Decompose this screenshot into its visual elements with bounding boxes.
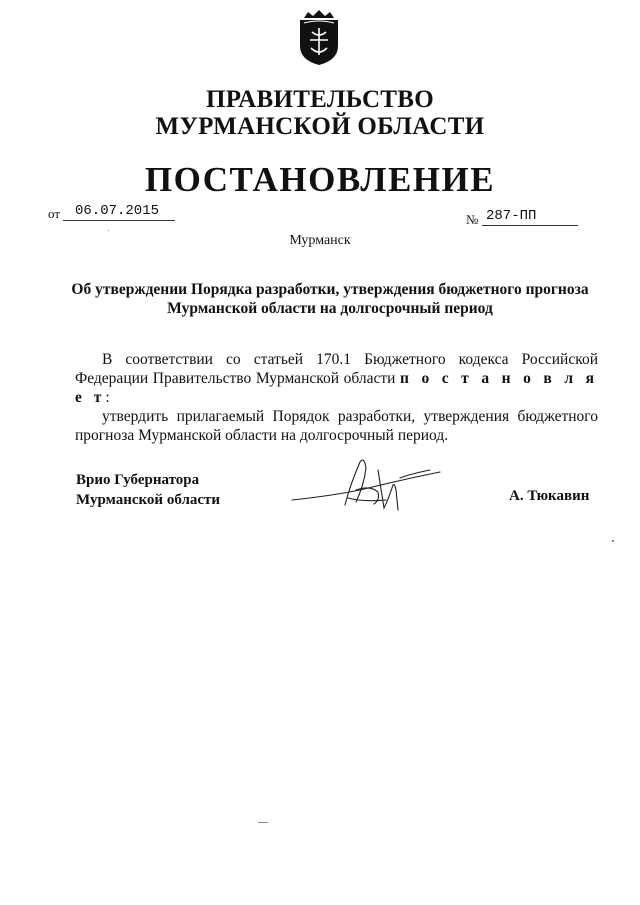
- scan-speck: [258, 822, 268, 823]
- authority-line-2: МУРМАНСКОЙ ОБЛАСТИ: [155, 113, 485, 140]
- body-paragraph-2: утвердить прилагаемый Порядок разработки, утверждения бюджетного прогноза Мурманской области на долгосрочный период.: [75, 408, 598, 444]
- signatory-position: [76, 470, 220, 510]
- coat-of-arms-emblem: [296, 10, 342, 66]
- document-number: 287-ПП: [482, 209, 578, 226]
- number-prefix: №: [466, 212, 479, 227]
- date-prefix: от: [48, 206, 61, 221]
- document-body: [75, 350, 598, 445]
- handwritten-signature: [290, 450, 450, 520]
- document-date: 06.07.2015: [63, 204, 175, 221]
- scan-speck: [612, 540, 614, 542]
- document-type-title: ПОСТАНОВЛЕНИЕ: [144, 160, 496, 199]
- scan-speck: [108, 230, 109, 231]
- authority-line-1: ПРАВИТЕЛЬСТВО: [206, 86, 434, 113]
- body-paragraph-1: [75, 350, 598, 407]
- signer-name: А. Тюкавин: [509, 488, 590, 504]
- resolution-verb: п о с т а н о в л я е т: [75, 370, 598, 406]
- body-paragraph-1-text: В соответствии со статьей 170.1 Бюджетного кодекса Российской Федерации Правительство Мурманской области: [75, 351, 598, 387]
- city-name: Мурманск: [289, 233, 351, 248]
- signatory-position-line-2: Мурманской области: [76, 492, 221, 508]
- body-paragraph-1-end: :: [105, 389, 110, 406]
- signatory-position-line-1: Врио Губернатора: [76, 472, 200, 488]
- document-subject: Об утверждении Порядка разработки, утверждения бюджетного прогноза Мурманской области на долгосрочный период: [71, 281, 589, 317]
